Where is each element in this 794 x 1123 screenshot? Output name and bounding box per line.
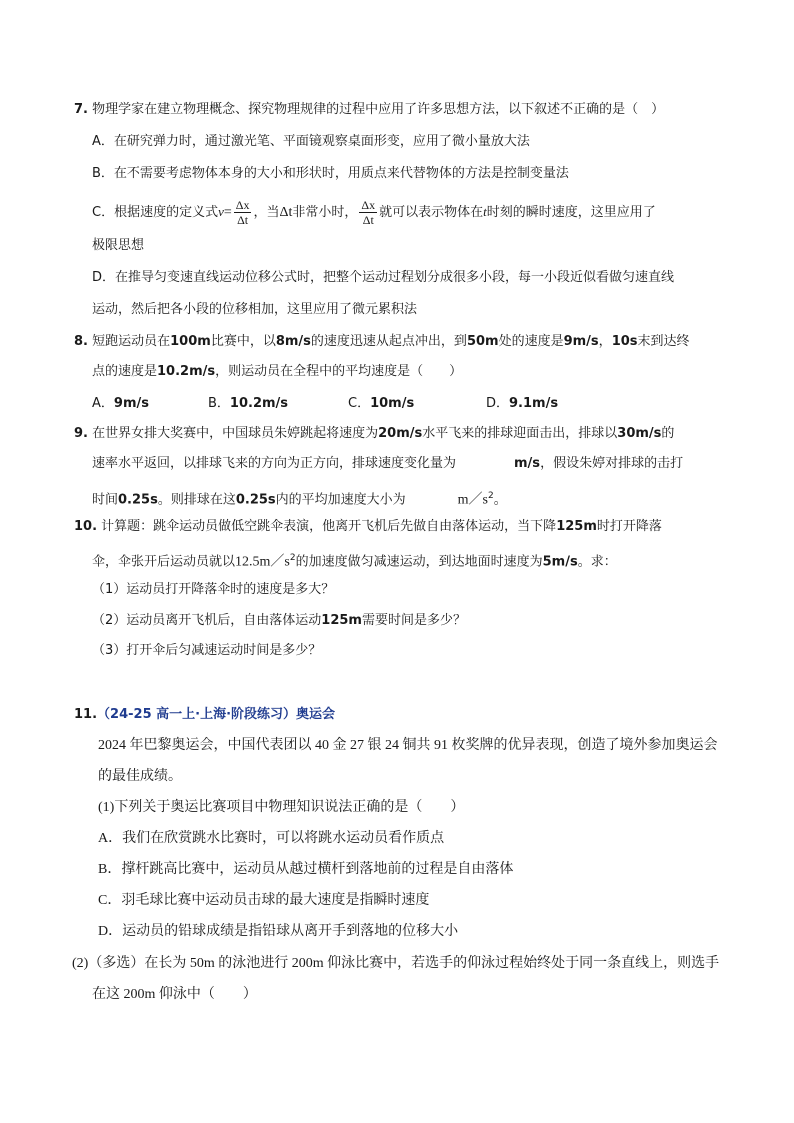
- q10-value: 125m: [321, 613, 362, 628]
- q11-header: [74, 706, 335, 724]
- q11-number: 11.: [74, 707, 98, 722]
- q9-text: 。: [493, 492, 507, 508]
- q11-part1-option-b: B．撑杆跳高比赛中，运动员从越过横杆到落地前的过程是自由落体: [98, 862, 514, 877]
- q9-text: 的: [661, 426, 675, 441]
- q7-c-frac1-den: Δt: [237, 213, 249, 227]
- q7-c-frac1-num: Δx: [235, 198, 250, 212]
- q7-c-text-2: ，当: [253, 205, 280, 220]
- q7-c-text-4: 就可以表示物体在: [379, 205, 484, 220]
- q8-option-value: 9m/s: [113, 396, 149, 411]
- q10-text: 的加速度做匀减速运动，到达地面时速度为: [295, 554, 543, 570]
- q8-option-c: [348, 395, 414, 413]
- q8-text: ，则运动员在全程中的平均速度是（ ）: [215, 364, 463, 379]
- q10-line2: [92, 549, 617, 571]
- q9-unit-exponent: 2: [488, 491, 494, 501]
- q8-value: 100m: [170, 334, 211, 349]
- q7-option-d-line2: 运动，然后把各小段的位移相加，这里应用了微元累积法: [92, 302, 418, 317]
- q11-source: （24-25 高一上·上海·阶段练习）奥运会: [97, 707, 336, 722]
- q7-c-text-3: 非常小时，: [292, 205, 358, 220]
- q9-text: 水平飞来的排球迎面击出，排球以: [422, 426, 618, 441]
- q7-c-text-5: 时刻的瞬时速度，这里应用了: [486, 205, 656, 220]
- q9-number: 9.: [74, 426, 88, 441]
- q11-part2-stem-line2: 在这 200m 仰泳中（ ）: [92, 987, 257, 1002]
- q11-intro-2: 的最佳成绩。: [98, 769, 182, 784]
- q9-line3: [92, 487, 507, 509]
- q10-sub-1: （1）运动员打开降落伞时的速度是多大？: [92, 582, 335, 597]
- q7-stem: [74, 101, 664, 119]
- q7-option-b: B．在不需要考虑物体本身的大小和形状时，用质点来代替物体的方法是控制变量法: [92, 166, 569, 181]
- q8-option-value: 10.2m/s: [229, 396, 289, 411]
- q8-text: 点的速度是: [92, 364, 158, 379]
- q9-text: 速率水平返回，以排球飞来的方向为正方向，排球速度变化量为: [92, 456, 457, 471]
- q8-option-label: D．: [486, 396, 510, 411]
- q9-text: 内的平均加速度大小为: [275, 492, 406, 508]
- q8-option-label: B．: [208, 396, 230, 411]
- q8-text: 短跑运动员在: [92, 334, 171, 349]
- q7-option-c-line2: 极限思想: [92, 238, 145, 253]
- q10-text: 需要时间是多少？: [361, 613, 466, 628]
- q10-text: 伞，伞张开后运动员就以: [92, 554, 236, 570]
- q8-line1: [74, 333, 690, 351]
- q9-value: 30m/s: [617, 426, 662, 441]
- q10-sub-2: [92, 612, 466, 630]
- q7-c-frac2-den: Δt: [362, 213, 374, 227]
- q8-option-value: 9.1m/s: [509, 396, 559, 411]
- q7-c-eq: =: [223, 205, 232, 220]
- q7-c-frac2-num: Δx: [361, 198, 376, 212]
- q8-line2: [92, 363, 462, 381]
- q10-number: 10.: [74, 519, 98, 534]
- q7-option-d-line1: D．在推导匀变速直线运动位移公式时，把整个运动过程划分成很多小段，每一小段近似看做匀速直线: [92, 270, 675, 285]
- q11-intro-1: 2024 年巴黎奥运会，中国代表团以 40 金 27 银 24 铜共 91 枚奖牌的优异表现，创造了境外参加奥运会: [98, 738, 718, 753]
- q10-value: 125m: [556, 519, 597, 534]
- q9-text: 在世界女排大奖赛中，中国球员朱婷跳起将速度为: [92, 426, 379, 441]
- q9-value: 20m/s: [378, 426, 423, 441]
- q7-c-dt: Δt: [279, 205, 293, 220]
- q10-value: 5m/s: [542, 554, 578, 570]
- q8-value: 10.2m/s: [157, 364, 216, 379]
- q10-value: 12.5m／s: [235, 554, 290, 570]
- q8-text: 的速度迅速从起点冲出，到: [310, 334, 467, 349]
- q7-c-t: t: [483, 204, 487, 219]
- q7-c-text-1: C．根据速度的定义式: [92, 205, 219, 220]
- q8-text: ，: [598, 334, 612, 349]
- q8-value: 10s: [611, 334, 638, 349]
- q11-part1-option-a: A．我们在欣赏跳水比赛时，可以将跳水运动员看作质点: [98, 831, 445, 846]
- q9-text: ，假设朱婷对排球的击打: [540, 456, 684, 471]
- q8-option-value: 10m/s: [370, 396, 415, 411]
- q7-option-c: [92, 197, 656, 228]
- q10-text: 时打开降落: [596, 519, 662, 534]
- q9-line2: [92, 455, 683, 473]
- q8-option-a: [92, 395, 149, 413]
- q8-option-label: C．: [348, 396, 371, 411]
- q10-line1: [74, 518, 662, 536]
- q10-unit-exponent: 2: [289, 553, 296, 563]
- q10-sub-3: （3）打开伞后匀减速运动时间是多少？: [92, 643, 322, 658]
- q10-text: （2）运动员离开飞机后，自由落体运动: [92, 613, 322, 628]
- q9-line1: [74, 425, 674, 443]
- q11-part1-option-c: C．羽毛球比赛中运动员击球的最大速度是指瞬时速度: [98, 893, 430, 908]
- q9-value: 0.25s: [235, 492, 276, 508]
- q9-unit: m/s: [514, 456, 541, 471]
- q10-text: 计算题：跳伞运动员做低空跳伞表演，他离开飞机后先做自由落体运动，当下降: [101, 519, 557, 534]
- q7-option-a: A．在研究弹力时，通过激光笔、平面镜观察桌面形变，应用了微小量放大法: [92, 134, 530, 149]
- q11-part2-stem-line1: (2)（多选）在长为 50m 的泳池进行 200m 仰泳比赛中，若选手的仰泳过程始终处于同一条直线上，则选手: [72, 956, 720, 971]
- q8-text: 比赛中，以: [210, 334, 276, 349]
- q8-value: 8m/s: [275, 334, 311, 349]
- q8-option-b: [208, 395, 288, 413]
- q8-value: 9m/s: [563, 334, 599, 349]
- q7-c-fraction-1: [234, 199, 252, 226]
- q11-part1-option-d: D．运动员的铅球成绩是指铅球从离开手到落地的位移大小: [98, 924, 459, 939]
- q8-number: 8.: [74, 334, 88, 349]
- q8-text: 处的速度是: [498, 334, 564, 349]
- q7-c-fraction-2: [359, 199, 377, 226]
- q9-text: 时间: [92, 492, 119, 508]
- q9-unit: m／s: [457, 492, 489, 508]
- q8-option-label: A．: [92, 396, 114, 411]
- q8-text: 末到达终: [637, 334, 690, 349]
- q8-value: 50m: [466, 334, 499, 349]
- q9-text: 。则排球在这: [157, 492, 236, 508]
- q7-stem-text: 物理学家在建立物理概念、探究物理规律的过程中应用了许多思想方法，以下叙述不正确的是（ ）: [92, 102, 665, 117]
- q10-text: 。求：: [577, 554, 617, 570]
- q8-option-d: [486, 395, 558, 413]
- q9-value: 0.25s: [118, 492, 158, 508]
- q7-number: 7.: [74, 102, 88, 117]
- q7-c-v: v: [218, 204, 224, 219]
- q11-part1-stem: (1)下列关于奥运比赛项目中物理知识说法正确的是（ ）: [98, 800, 465, 815]
